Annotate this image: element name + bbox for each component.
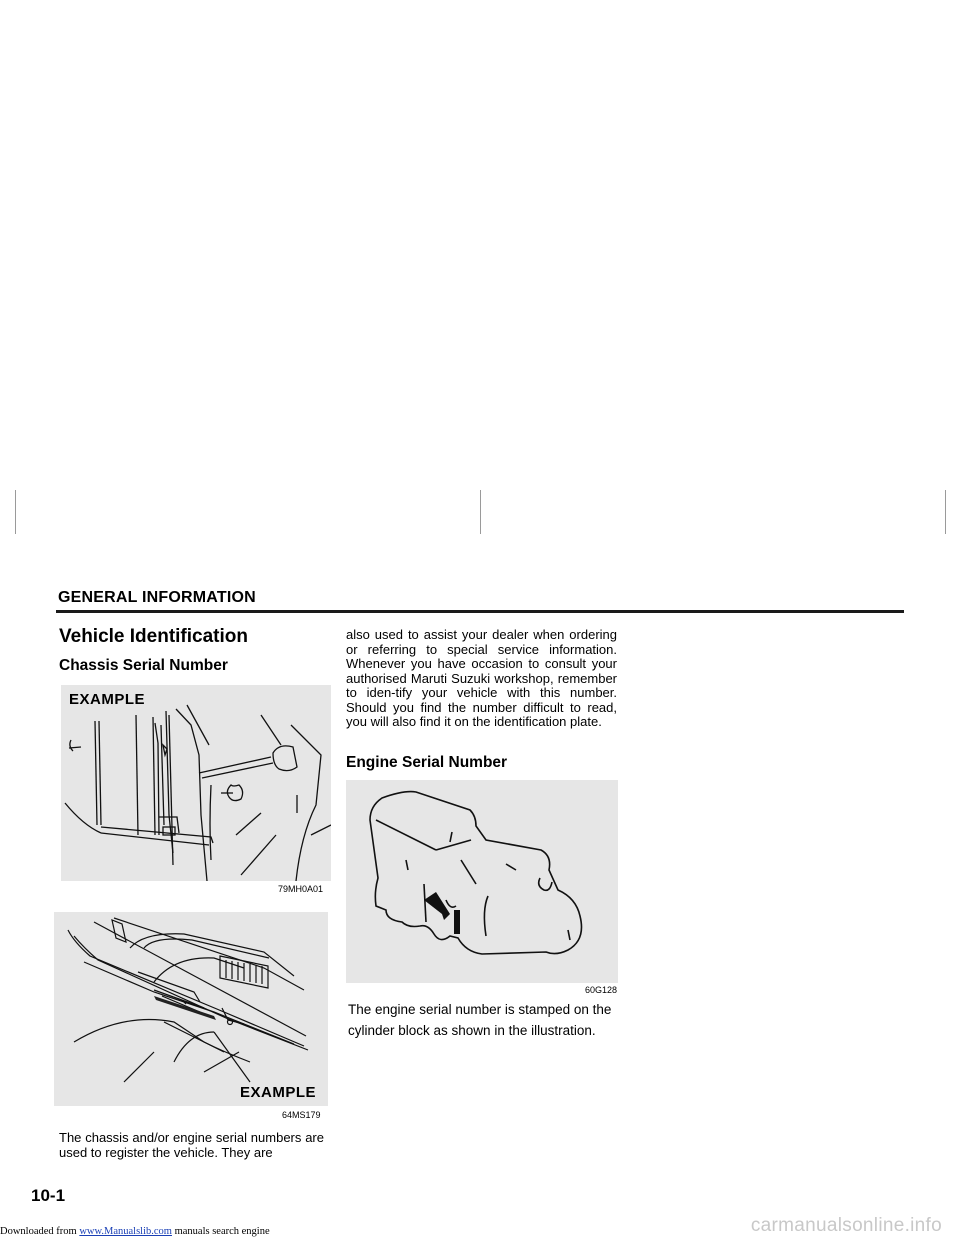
crop-mark <box>945 490 946 534</box>
download-suffix: manuals search engine <box>171 1226 270 1237</box>
chassis-paragraph-left: The chassis and/or engine serial numbers are used to register the vehicle. They are <box>59 1130 324 1160</box>
header-rule <box>56 610 904 613</box>
figure-label: EXAMPLE <box>240 1084 317 1101</box>
chassis-paragraph-right: also used to assist your dealer when ordering or referring to special service information. Whenever you have occasion to consult your authorised Maruti Suzuki workshop, remember to iden-tify your vehicle with this number. Should you find the number difficult to read, you will also find it on the identification plate. <box>346 627 617 729</box>
section-title: GENERAL INFORMATION <box>58 589 256 606</box>
figure-caption: 64MS179 <box>282 1110 321 1120</box>
crop-mark <box>480 490 481 534</box>
door-pillar-illustration <box>61 685 331 881</box>
figure-caption: 60G128 <box>585 985 618 995</box>
page-heading: Vehicle Identification <box>59 626 248 647</box>
chassis-figure-door <box>61 685 331 881</box>
manualslib-link[interactable]: www.Manualslib.com <box>79 1226 172 1237</box>
crop-mark <box>15 490 16 534</box>
chassis-figure-floor <box>54 912 328 1106</box>
engine-subheading: Engine Serial Number <box>346 754 508 771</box>
chassis-subheading: Chassis Serial Number <box>59 657 228 674</box>
watermark: carmanualsonline.info <box>750 1215 942 1236</box>
figure-caption: 79MH0A01 <box>278 884 324 894</box>
engine-paragraph: The engine serial number is stamped on the cylinder block as shown in the illustration. <box>348 1002 612 1038</box>
download-footer <box>0 1226 270 1237</box>
figure-label: EXAMPLE <box>69 691 146 708</box>
floor-plate-illustration <box>54 912 328 1106</box>
engine-block-illustration <box>346 780 618 983</box>
page-number: 10-1 <box>31 1186 66 1205</box>
engine-figure <box>346 780 618 983</box>
download-prefix: Downloaded from <box>0 1226 80 1237</box>
